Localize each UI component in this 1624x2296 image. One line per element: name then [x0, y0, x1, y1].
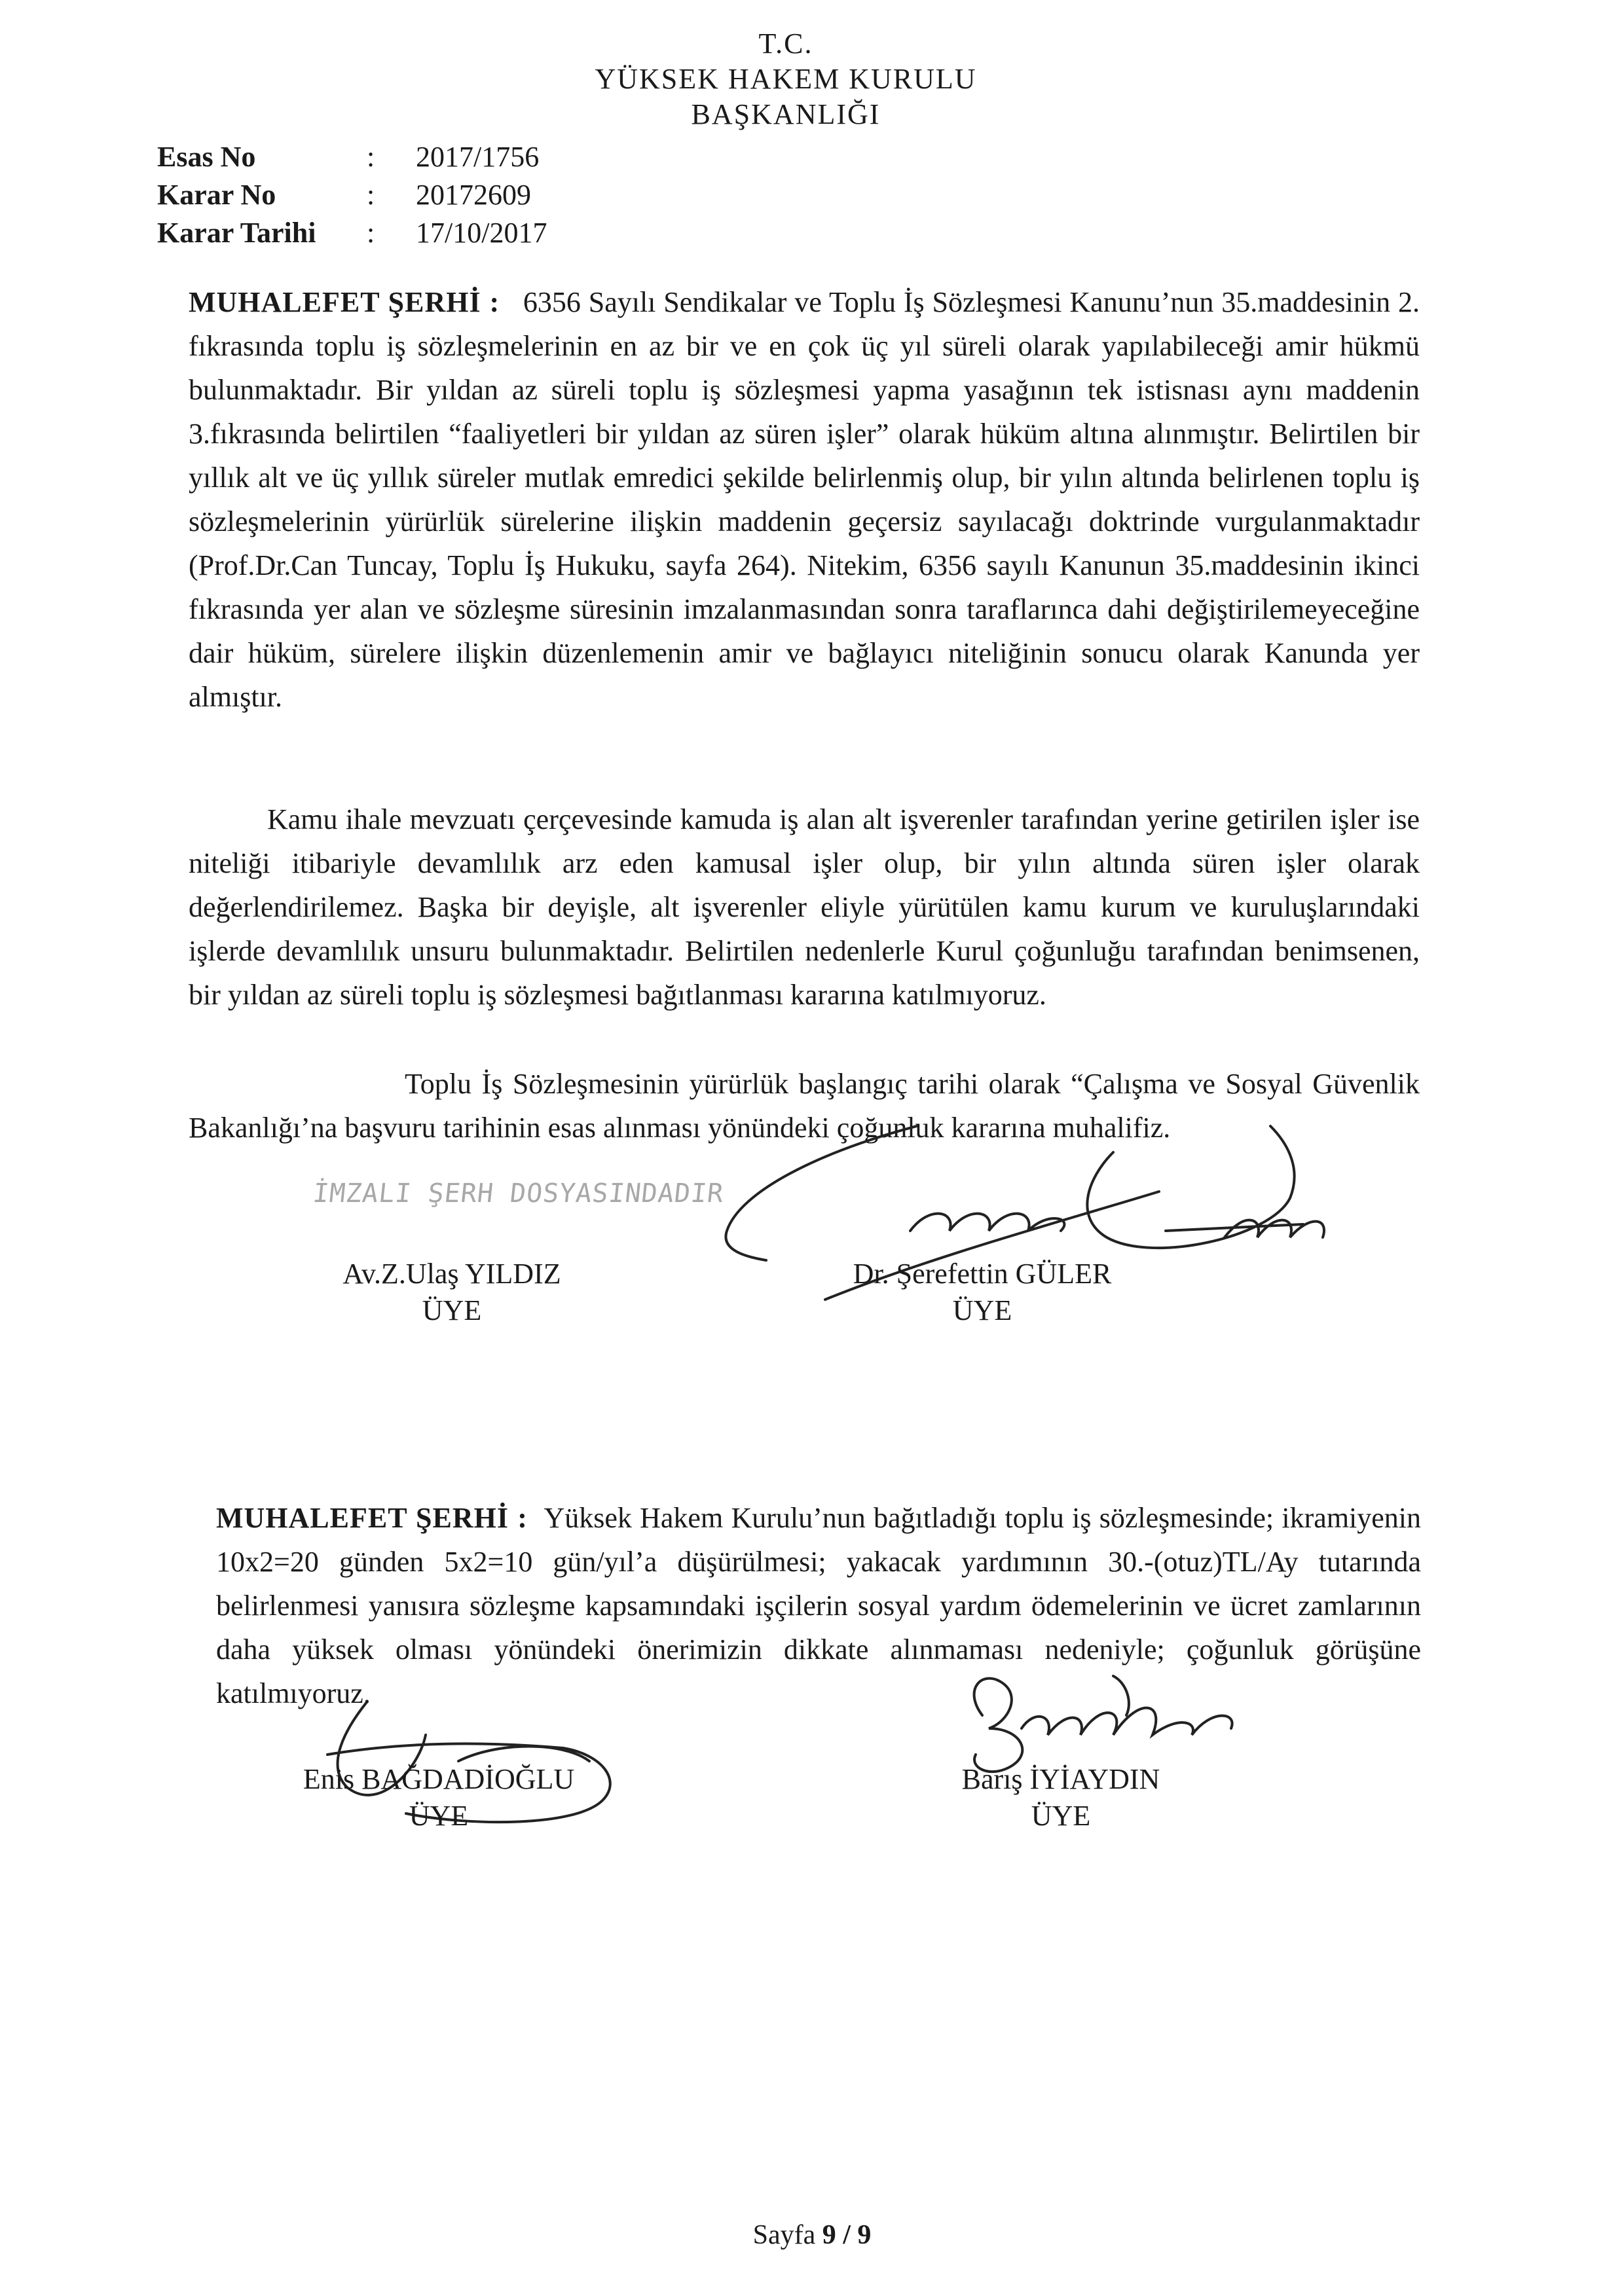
- signer-name: Av.Z.Ulaş YILDIZ: [342, 1258, 561, 1290]
- meta-row-esas: [157, 137, 547, 175]
- signer-guler: [851, 1256, 1113, 1329]
- esas-label: Esas No: [157, 140, 256, 173]
- signer-name: Enis BAĞDADİOĞLU: [303, 1763, 575, 1795]
- dissent-1-title: MUHALEFET ŞERHİ :: [189, 286, 500, 318]
- meta-row-tarih: [157, 213, 547, 251]
- dissent-1-text-1: 6356 Sayılı Sendikalar ve Toplu İş Sözleşmesi Kanunu’nun 35.maddesinin 2. fıkrasında toplu iş sözleşmelerinin en az bir ve en çok üç yıl süreli olarak yapılabileceği amir hükmü bulunmaktadır. Bir yıldan az süreli toplu iş sözleşmesi yapma yasağının tek istisnası aynı maddenin 3.fıkrasında belirtilen “faaliyetleri bir yıldan az süren işler” olarak hüküm altına alınmıştır. Belirtilen bir yıllık alt ve üç yıllık süreler mutlak emredici şekilde belirlenmiş olup, bir yılın altında belirlenen toplu iş sözleşmelerinin yürürlük sürelerine ilişkin maddenin geçersiz sayılacağı doktrinde vurgulanmaktadır (Prof.Dr.Can Tuncay, Toplu İş Hukuku, sayfa 264). Nitekim, 6356 sayılı Kanunun 35.maddesinin ikinci fıkrasında yer alan ve sözleşme süresinin imzalanmasından sonra taraflarınca dahi değiştirilemeyeceğine dair hüküm, sürelere ilişkin düzenlemenin amir ve bağlayıcı niteliğinin sonucu olarak Kanunda yer almıştır.: [189, 286, 1420, 713]
- meta-row-karar: [157, 175, 547, 213]
- dissent-1-paragraph-3: Toplu İş Sözleşmesinin yürürlük başlangıç tarihi olarak “Çalışma ve Sosyal Güvenlik Bakanlığı’na başvuru tarihinin esas alınması yönündeki çoğunluk kararına muhalifiz.: [189, 1068, 1420, 1144]
- esas-value: 2017/1756: [416, 140, 540, 173]
- signed-dissent-stamp: İMZALI ŞERH DOSYASINDADIR: [311, 1178, 726, 1209]
- signer-role: ÜYE: [409, 1800, 469, 1832]
- header-presidency: BAŞKANLIĞI: [691, 98, 881, 130]
- dissent-1-paragraph-2: Kamu ihale mevzuatı çerçevesinde kamuda iş alan alt işverenler tarafından yerine getirilen işler ise niteliği itibariyle devamlılık arz eden kamusal işler olup, bir yılın altında süren işler olarak değerlendirilemez. Başka bir deyişle, alt işverenler eliyle yürütülen kamu kurum ve kuruluşlarındaki işlerde devamlılık unsuru bulunmaktadır. Belirtilen nedenlerle Kurul çoğunluğu tarafından benimsenen, bir yıldan az süreli toplu iş sözleşmesi bağıtlanması kararına katılmıyoruz.: [189, 803, 1420, 1011]
- dissent-2-paragraph: [216, 1496, 1421, 1715]
- tarih-value: 17/10/2017: [416, 216, 547, 249]
- dissent-2-text: Yüksek Hakem Kurulu’nun bağıtladığı toplu iş sözleşmesinde; ikramiyenin 10x2=20 günden 5x2=10 gün/yıl’a düşürülmesi; yakacak yardımının 30.-(otuz)TL/Ay tutarında belirlenmesi yanısıra sözleşme kapsamındaki işçilerin sosyal yardım ödemelerinin ve ücret zamlarının daha yüksek olması yönündeki önerimizin dikkate alınmaması nedeniyle; çoğunluk görüşüne katılmıyoruz.: [216, 1502, 1422, 1709]
- page-number: [0, 2219, 1624, 2251]
- dissent-1-paragraph-1: [189, 280, 1420, 719]
- signer-yildiz: [308, 1256, 596, 1329]
- page-value: 9 / 9: [822, 2220, 872, 2250]
- signer-role: ÜYE: [422, 1294, 482, 1326]
- header-tc: T.C.: [758, 27, 813, 60]
- signer-iyiaydin: [930, 1761, 1192, 1834]
- signer-name: Dr. Şerefettin GÜLER: [853, 1258, 1112, 1290]
- colon: :: [367, 216, 375, 249]
- signer-bagdadioglu: [262, 1761, 616, 1834]
- tarih-label: Karar Tarihi: [157, 216, 316, 249]
- page-prefix: Sayfa: [752, 2220, 816, 2250]
- header-institution: YÜKSEK HAKEM KURULU: [595, 63, 977, 95]
- signer-name: Barış İYİAYDIN: [961, 1763, 1160, 1795]
- karar-value: 20172609: [416, 178, 531, 211]
- signer-role: ÜYE: [1031, 1800, 1091, 1832]
- dissent-2-title: MUHALEFET ŞERHİ :: [216, 1502, 528, 1534]
- colon: :: [367, 178, 375, 211]
- signer-role: ÜYE: [952, 1294, 1012, 1326]
- colon: :: [367, 140, 375, 173]
- case-metadata: [157, 137, 547, 251]
- karar-label: Karar No: [157, 178, 276, 211]
